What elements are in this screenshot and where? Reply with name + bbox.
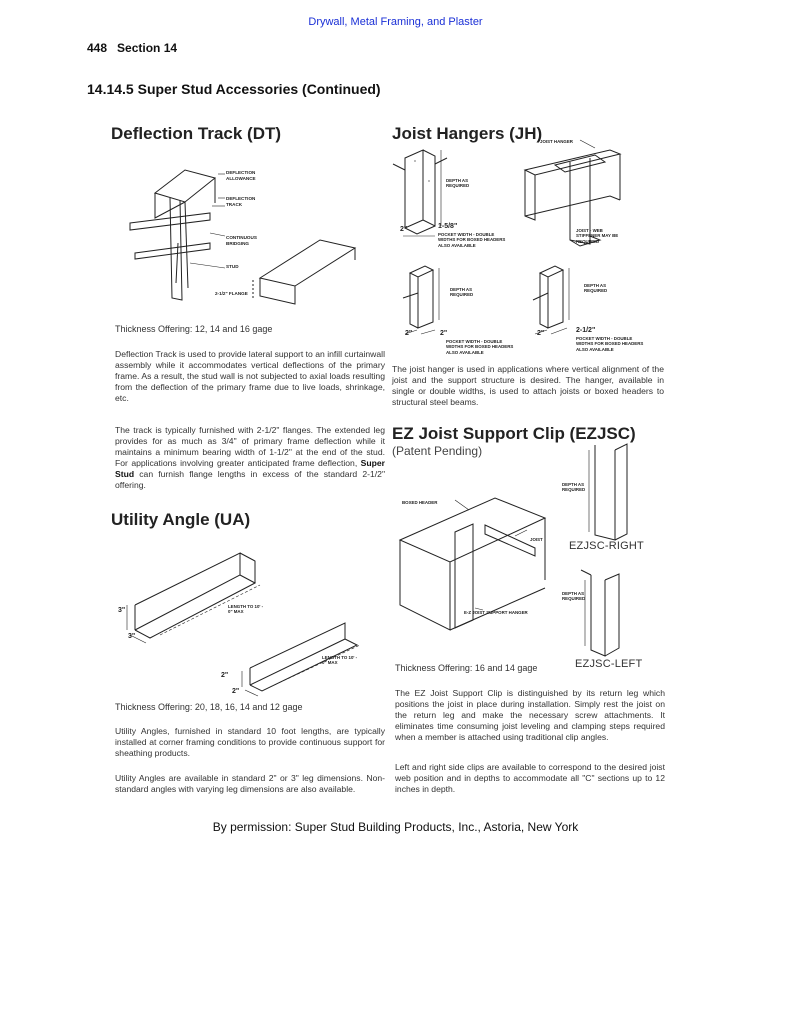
ez-label-right: EZJSC-RIGHT: [569, 540, 644, 552]
ua-paragraph-1: Utility Angles, furnished in standard 10 foot lengths, are typically installed at corner framing conditions to provide continuous support for sheathing products.: [115, 726, 385, 758]
ez-label-joist: JOIST: [530, 537, 543, 542]
joist-hanger-figure-bottom: [395, 258, 665, 348]
label-continuous-bridging: CONTINUOUS BRIDGING: [226, 235, 257, 246]
label-deflection-track: DEFLECTION TRACK: [226, 196, 256, 207]
ez-joist-subtitle: (Patent Pending): [392, 444, 483, 458]
label-stud: STUD: [226, 264, 239, 269]
jh-label-pocket-2: POCKET WIDTH - DOUBLE WIDTHS FOR BOXED HEADERS ALSO AVAILABLE: [446, 339, 514, 355]
deflection-track-title: Deflection Track (DT): [111, 124, 282, 143]
ez-label-boxed-header: BOXED HEADER: [402, 500, 438, 505]
ez-paragraph-2: Left and right side clips are available to correspond to the desired joist web position and in depths to accommodate all "C" sections up to 12 inches in depth.: [395, 762, 665, 794]
jh-label-joist-note: JOIST - WEB STIFFENER MAY BE REQUIRED: [576, 228, 619, 244]
jh-label-pocket-1: POCKET WIDTH - DOUBLE WIDTHS FOR BOXED HEADERS ALSO AVAILABLE: [438, 232, 506, 248]
ua-dim-2-horizontal: 2": [232, 688, 240, 695]
jh-dim-2-c: 2": [440, 330, 448, 337]
ua-dim-3-horizontal: 3": [128, 633, 136, 640]
running-head: Drywall, Metal Framing, and Plaster: [308, 16, 483, 28]
joist-hangers-title: Joist Hangers (JH): [392, 124, 543, 143]
ez-label-left: EZJSC-LEFT: [575, 658, 643, 670]
brand-super-stud: Super Stud: [115, 458, 386, 479]
ez-joist-title: EZ Joist Support Clip (EZJSC): [392, 424, 636, 443]
jh-label-pocket-3: POCKET WIDTH - DOUBLE WIDTHS FOR BOXED HEADERS ALSO AVAILABLE: [576, 336, 644, 352]
ez-thickness: Thickness Offering: 16 and 14 gage: [395, 663, 538, 673]
jh-dim-1-5-8: 1-5/8": [438, 223, 458, 230]
section-title: 14.14.5 Super Stud Accessories (Continued): [87, 81, 381, 97]
jh-paragraph-1: The joist hanger is used in applications where vertical alignment of the joist and the support structure is desired. The hanger, available in single or double widths, is used to attach joists or boxed headers to structural steel beams.: [392, 364, 664, 407]
deflection-thickness: Thickness Offering: 12, 14 and 16 gage: [115, 324, 273, 334]
label-flange: 2-1/2" FLANGE: [215, 291, 248, 296]
deflection-paragraph-2: [115, 425, 385, 491]
jh-dim-2-1-2: 2-1/2": [576, 327, 596, 334]
ua-dim-2-vertical: 2": [221, 672, 229, 679]
jh-label-depth-3: DEPTH AS REQUIRED: [584, 283, 608, 294]
page-number: 448: [87, 41, 108, 55]
ua-paragraph-2: Utility Angles are available in standard 2" or 3" leg dimensions. Non-standard angles with varying leg dimensions are also available.: [115, 773, 385, 794]
ez-label-depth-right: DEPTH AS REQUIRED: [562, 482, 586, 493]
deflection-paragraph-2b: can furnish flange lengths in excess of the standard 2-1/2" offering.: [115, 469, 385, 490]
jh-label-depth-2: DEPTH AS REQUIRED: [450, 287, 474, 298]
jh-dim-2-b: 2": [405, 330, 413, 337]
ez-label-hanger: E-Z JOIST SUPPORT HANGER: [464, 610, 528, 615]
label-deflection-allowance: DEFLECTION ALLOWANCE: [226, 170, 256, 181]
ua-thickness: Thickness Offering: 20, 18, 16, 14 and 12 gage: [115, 702, 303, 712]
utility-angle-figure: [110, 535, 380, 695]
ua-length-label-2: LENGTH TO 10' - 0" MAX: [322, 655, 358, 666]
jh-label-joist-hanger: JOIST HANGER: [540, 139, 573, 144]
page-header: [87, 41, 177, 55]
jh-label-depth-1: DEPTH AS REQUIRED: [446, 178, 470, 189]
deflection-paragraph-1: Deflection Track is used to provide lateral support to an infill curtainwall assembly while it accommodates vertical deflections of the primary frame. As a result, the stud wall is not subjected to axial loads resulting from the deflection of the primary frame due to live loads, shrinkage, etc.: [115, 349, 385, 403]
ez-label-depth-left: DEPTH AS REQUIRED: [562, 591, 586, 602]
ua-dim-3-vertical: 3": [118, 607, 126, 614]
ez-joist-figure: [395, 470, 670, 660]
ua-length-label-1: LENGTH TO 10' - 0" MAX: [228, 604, 264, 615]
utility-angle-title: Utility Angle (UA): [111, 510, 251, 529]
permission-credit: By permission: Super Stud Building Products, Inc., Astoria, New York: [212, 820, 579, 834]
jh-dim-2-a: 2": [400, 226, 408, 233]
deflection-paragraph-2a: The track is typically furnished with 2-1/2" flanges. The extended leg provides for as much as 3/4" of primary frame deflection while it maintains a minimum bearing width of 1-1/2" at the end of the stud. For applications involving greater anticipated frame deflection,: [115, 425, 385, 468]
section-label: Section 14: [117, 41, 178, 55]
ez-paragraph-1: The EZ Joist Support Clip is distinguished by its return leg which positions the joist in place during installation. Simply rest the joist on the return leg and make the necessary screw attachments. It eliminates time consuming joist leveling and clamping steps required when a member is attached using traditional clip angles.: [395, 688, 665, 742]
jh-dim-2-d: 2": [537, 330, 545, 337]
